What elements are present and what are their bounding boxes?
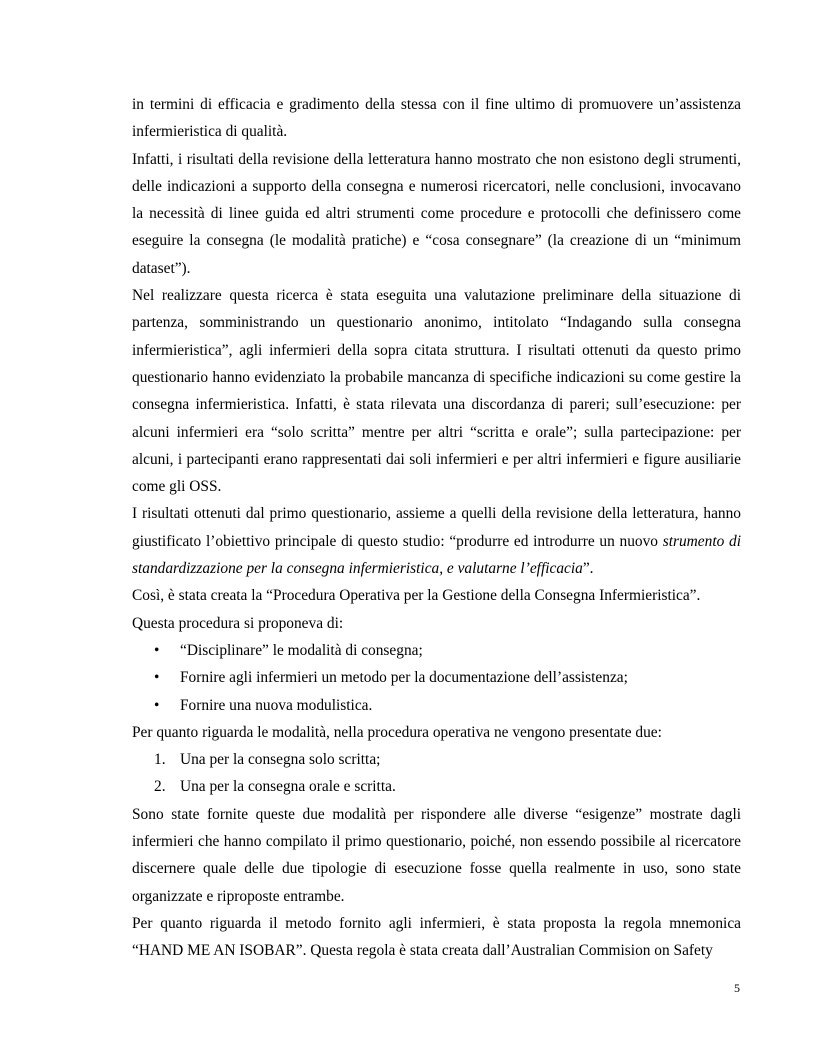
list-item-text: Fornire una nuova modulistica. bbox=[180, 696, 373, 714]
document-page bbox=[132, 91, 741, 965]
list-number: 2. bbox=[154, 778, 166, 796]
paragraph-study-objective bbox=[132, 500, 741, 582]
paragraph-preliminary-evaluation: Nel realizzare questa ricerca è stata eseguita una valutazione preliminare della situazione di partenza, somministrando un questionario anonimo, intitolato “Indagando sulla consegna infermieristica”, agli infermieri della sopra citata struttura. I risultati ottenuti da questo primo questionario hanno evidenziato la probabile mancanza di specifiche indicazioni su come gestire la consegna infermieristica. Infatti, è stata rilevata una discordanza di pareri; sull’esecuzione: per alcuni infermieri era “solo scritta” mentre per altri “scritta e orale”; sulla partecipazione: per alcuni, i partecipanti erano rappresentati dai soli infermieri e per altri infermieri e figure ausiliarie come gli OSS. bbox=[132, 287, 741, 496]
list-item-text: “Disciplinare” le modalità di consegna; bbox=[180, 641, 423, 659]
list-item-text: Una per la consegna solo scritta; bbox=[180, 751, 381, 769]
bullet-icon: • bbox=[154, 696, 160, 714]
objective-text-end: ”. bbox=[582, 560, 594, 578]
list-item bbox=[132, 746, 741, 773]
paragraph-modalities: Per quanto riguarda le modalità, nella procedura operativa ne vengono presentate due: bbox=[132, 723, 662, 741]
objective-italic-text: strumento di standardizzazione per la consegna infermieristica, e valutarne l’efficacia bbox=[132, 532, 741, 578]
bullet-icon: • bbox=[154, 669, 160, 687]
list-item-text: Una per la consegna orale e scritta. bbox=[180, 778, 396, 796]
paragraph-mnemonic-rule: Per quanto riguarda il metodo fornito agli infermieri, è stata proposta la regola mnemonica “HAND ME AN ISOBAR”. Questa regola è stata creata dall’Australian Commision on Safety bbox=[132, 914, 741, 960]
modalities-numbered-list bbox=[132, 746, 741, 801]
paragraph-intro-continuation: in termini di efficacia e gradimento della stessa con il fine ultimo di promuovere un’assistenza infermieristica di qualità. bbox=[132, 96, 741, 141]
procedure-goals-list bbox=[132, 637, 741, 719]
list-item bbox=[132, 692, 741, 719]
objective-text-start: I risultati ottenuti dal primo questionario, assieme a quelli della revisione della letteratura, hanno giustificato l’obiettivo principale di questo studio: “produrre ed introdurre un nuovo bbox=[132, 505, 741, 550]
list-item bbox=[132, 773, 741, 800]
paragraph-literature-review: Infatti, i risultati della revisione della letteratura hanno mostrato che non esistono degli strumenti, delle indicazioni a supporto della consegna e numerosi ricercatori, nelle conclusioni, invocavano la necessità di linee guida ed altri strumenti come procedure e protocolli che definissero come eseguire la consegna (le modalità pratiche) e “cosa consegnare” (la creazione di un “minimum dataset”). bbox=[132, 150, 741, 277]
list-item bbox=[132, 637, 741, 664]
paragraph-modalities-rationale: Sono state fornite queste due modalità per rispondere alle diverse “esigenze” mostrate dagli infermieri che hanno compilato il primo questionario, poiché, non essendo possibile al ricercatore discernere quale delle due tipologie di esecuzione fosse quella realmente in uso, sono state organizzate e riproposte entrambe. bbox=[132, 805, 741, 905]
list-number: 1. bbox=[154, 751, 166, 769]
bullet-icon: • bbox=[154, 641, 160, 659]
paragraph-procedure-creation: Così, è stata creata la “Procedura Operativa per la Gestione della Consegna Infermieristica”. Questa procedura si proponeva di: bbox=[132, 587, 701, 632]
page-number: 5 bbox=[734, 981, 740, 995]
list-item bbox=[132, 664, 741, 691]
list-item-text: Fornire agli infermieri un metodo per la documentazione dell’assistenza; bbox=[180, 669, 628, 687]
